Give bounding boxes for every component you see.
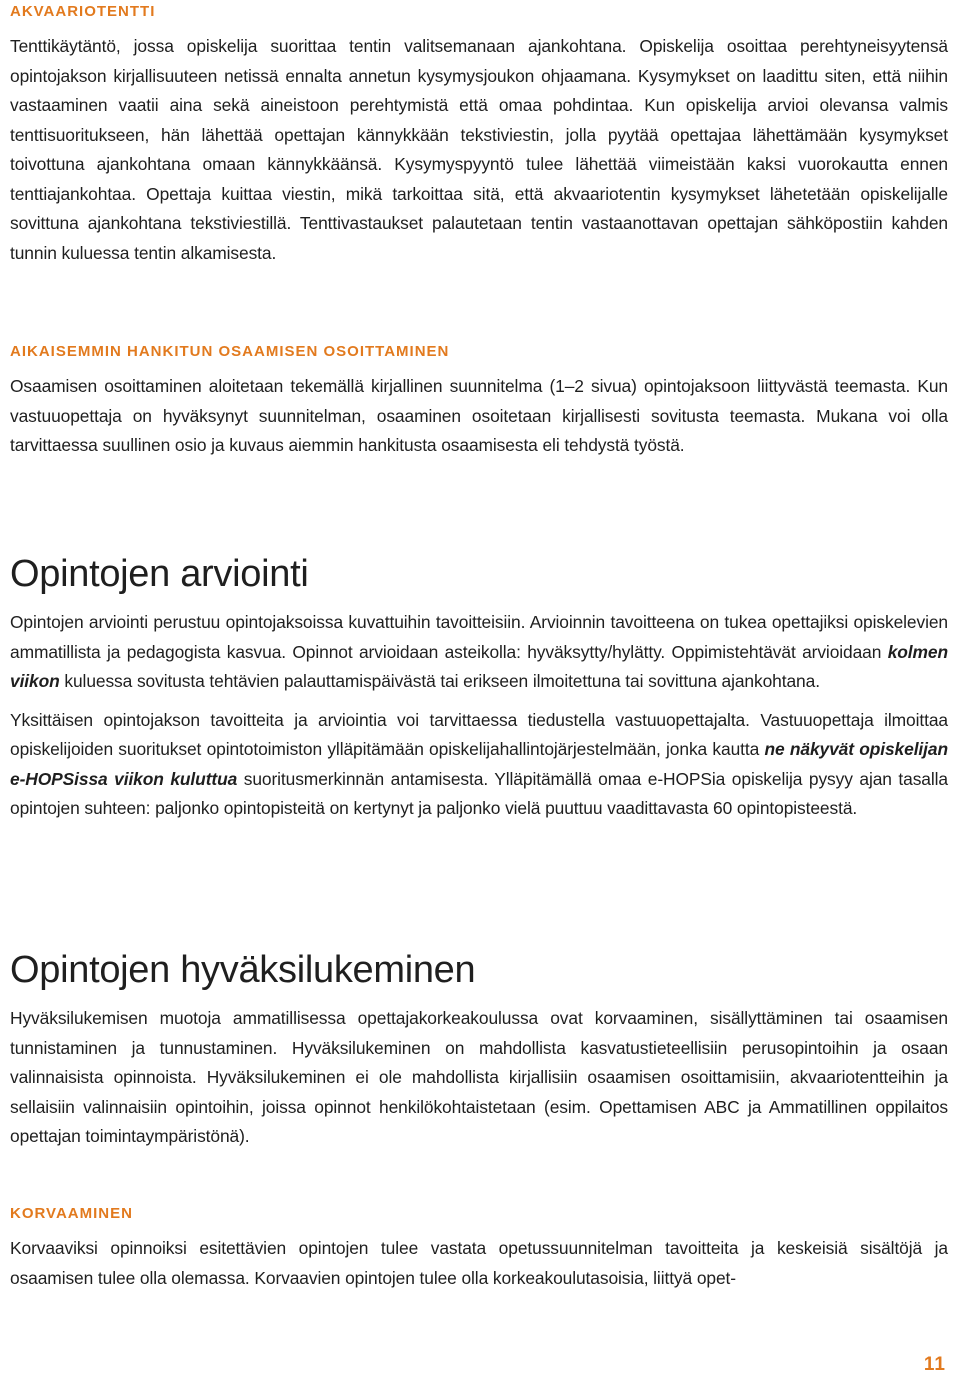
section-aikaisemmin-hankitun (10, 342, 948, 461)
paragraph-text: kuluessa sovitusta tehtävien palauttamispäivästä tai erikseen ilmoitettuna tai sovittuna ajankohtana. (59, 671, 820, 691)
paragraph-text: Opintojen arviointi perustuu opintojaksoissa kuvattuihin tavoitteisiin. Arvioinnin tavoitteena on tukea opettajiksi opiskelevien ammatillista ja pedagogista kasvua. Opinnot arvioidaan asteikolla: hyväksytty/hylätty. Oppimistehtävät arvioidaan (10, 612, 948, 662)
paragraph-text: suoritusmerkinnän antamisesta. Ylläpitämällä omaa e-HOPSia opiskelija pysyy ajan tasalla opintojen suhteen: paljonko opintopisteitä on kertynyt ja paljonko vielä puuttuu vaadittavasta 60 opintopisteestä. (10, 768, 948, 818)
emphasis-text: kolmen viikon (10, 641, 948, 691)
paragraph: Osaamisen osoittaminen aloitetaan tekemällä kirjallinen suunnitelma (1–2 sivua) opintojaksoon liittyvästä teemasta. Kun vastuuopettaja on hyväksynyt suunnitelman, osaaminen osoitetaan kirjallisesti sovitusta teemasta. Mukana voi olla tarvittaessa suullinen osio ja kuvaus aiemmin hankitusta osaamisesta eli tehdystä työstä. (10, 376, 948, 455)
paragraph: Korvaaviksi opinnoiksi esitettävien opintojen tulee vastata opetussuunnitelman tavoitteita ja keskeisiä sisältöjä ja osaamisen tulee olla olemassa. Korvaavien opintojen tulee olla korkeakoulutasoisia, liittyä opet- (10, 1238, 948, 1288)
paragraph: Tenttikäytäntö, jossa opiskelija suorittaa tentin valitsemanaan ajankohtana. Opiskelija osoittaa perehtyneisyytensä opintojakson kirjallisuuteen netissä ennalta annetun kysymysjoukon ohjaamana. Kysymykset on laadittu siten, että niihin vastaaminen vaatii aina sekä aineistoon perehtymistä että omaa pohdintaa. Kun opiskelija arvioi olevansa valmis tenttisuoritukseen, hän lähettää opettajan kännykkään tekstiviestin, jolla pyytää opettajaa lähettämään kysymykset toivottuna ajankohtana omaan kännykkäänsä. Kysymyspyyntö tulee lähettää viimeistään kaksi vuorokautta ennen tenttiajankohtaa. Opettaja kuittaa viestin, mikä tarkoittaa sitä, että akvaariotentin kysymykset lähetetään opiskelijalle sovittuna ajankohtana tekstiviestillä. Tenttivastaukset palautetaan tentin vastaanottavan opettajan sähköpostiin kahden tunnin kuluessa tentin alkamisesta. (10, 36, 948, 263)
paragraph (10, 608, 948, 697)
section-opintojen-hyvaksilukeminen (10, 948, 948, 1152)
section-korvaaminen (10, 1204, 948, 1293)
page-heading: Opintojen arviointi (10, 553, 309, 595)
paragraph-text: Yksittäisen opintojakson tavoitteita ja arviointia voi tarvittaessa tiedustella vastuuopettajalta. Vastuuopettaja ilmoittaa opiskelijoiden suoritukset opintotoimiston ylläpitämään opiskelijahallintojärjestelmään, jonka kautta (10, 709, 948, 759)
section-heading: AKVAARIOTENTTI (10, 3, 156, 20)
section-akvaariotentti (10, 2, 948, 268)
section-heading: AIKAISEMMIN HANKITUN OSAAMISEN OSOITTAMINEN (10, 343, 450, 360)
section-opintojen-arviointi (10, 552, 948, 824)
paragraph: Hyväksilukemisen muotoja ammatillisessa opettajakorkeakoulussa ovat korvaaminen, sisällyttäminen tai osaamisen tunnistaminen ja tunnustaminen. Hyväksilukeminen on mahdollista kasvatustieteellisiin perusopintoihin ja osaan valinnaisista opinnoista. Hyväksilukeminen ei ole mahdollista kirjallisiin osaamisen osoittamisiin, akvaariotentteihin ja sellaisiin valinnaisiin opintoihin, joissa opinnot henkilökohtaistetaan (esim. Opettamisen ABC ja Ammatillinen oppilaitos opettajan toimintaympäristönä). (10, 1008, 948, 1146)
page-heading: Opintojen hyväksilukeminen (10, 949, 476, 991)
section-heading: KORVAAMINEN (10, 1205, 133, 1222)
paragraph (10, 706, 948, 824)
page-number: 11 (923, 1354, 946, 1375)
emphasis-text: ne näkyvät opiskelijan e-HOPSissa viikon kuluttua (10, 739, 948, 789)
